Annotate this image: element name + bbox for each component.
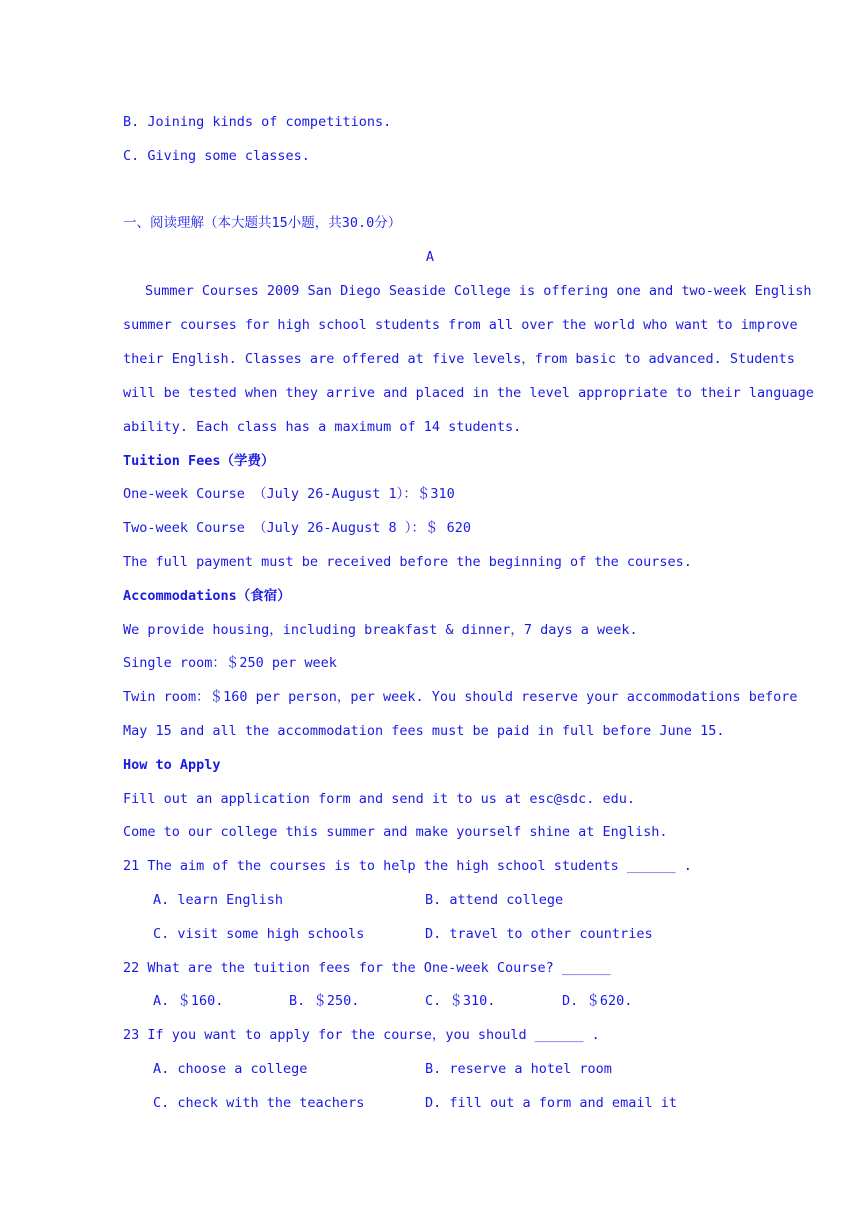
option-c: C. check with the teachers bbox=[153, 1095, 365, 1111]
option-a: A. choose a college bbox=[153, 1061, 308, 1077]
option-d: D. travel to other countries bbox=[425, 926, 653, 942]
option-d: D. fill out a form and email it bbox=[425, 1095, 677, 1111]
question-stem-23: 23 If you want to apply for the course，you should ______ . bbox=[123, 1027, 600, 1043]
passage-line: summer courses for high school students from all over the world who want to improve bbox=[123, 317, 798, 333]
section-heading: 一、阅读理解（本大题共15小题，共30.0分） bbox=[123, 215, 402, 231]
apply-heading: How to Apply bbox=[123, 757, 221, 773]
option-a: A. ＄160. bbox=[153, 993, 224, 1009]
option-c: C. ＄310. bbox=[425, 993, 496, 1009]
accommodations-line: Single room：＄250 per week bbox=[123, 655, 337, 671]
option-b: B. attend college bbox=[425, 892, 564, 908]
accommodations-line: We provide housing，including breakfast & dinner，7 days a week. bbox=[123, 622, 638, 638]
tuition-heading: Tuition Fees（学费） bbox=[123, 453, 275, 469]
option-b: B. reserve a hotel room bbox=[425, 1061, 612, 1077]
option-b: B. ＄250. bbox=[289, 993, 360, 1009]
question-stem-22: 22 What are the tuition fees for the One-week Course? ______ bbox=[123, 960, 611, 976]
tuition-line: The full payment must be received before the beginning of the courses. bbox=[123, 554, 692, 570]
apply-line: Come to our college this summer and make yourself shine at English. bbox=[123, 824, 668, 840]
option-c: C. visit some high schools bbox=[153, 926, 365, 942]
accommodations-line: Twin room：＄160 per person，per week. You should reserve your accommodations before bbox=[123, 689, 798, 705]
prev-option-b: B. Joining kinds of competitions. bbox=[123, 114, 392, 130]
option-a: A. learn English bbox=[153, 892, 284, 908]
passage-line: will be tested when they arrive and placed in the level appropriate to their language bbox=[123, 385, 814, 401]
option-d: D. ＄620. bbox=[562, 993, 633, 1009]
prev-option-c: C. Giving some classes. bbox=[123, 148, 310, 164]
question-stem-21: 21 The aim of the courses is to help the high school students ______ . bbox=[123, 858, 692, 874]
passage-line: their English. Classes are offered at five levels，from basic to advanced. Students bbox=[123, 351, 795, 367]
passage-line: ability. Each class has a maximum of 14 students. bbox=[123, 419, 522, 435]
passage-label: A bbox=[425, 249, 435, 265]
accommodations-line: May 15 and all the accommodation fees must be paid in full before June 15. bbox=[123, 723, 725, 739]
passage-line: Summer Courses 2009 San Diego Seaside College is offering one and two-week English bbox=[145, 283, 812, 299]
tuition-line: Two-week Course （July 26-August 8 ）：＄ 620 bbox=[123, 520, 471, 536]
accommodations-heading: Accommodations（食宿） bbox=[123, 588, 291, 604]
tuition-line: One-week Course （July 26-August 1）：＄310 bbox=[123, 486, 455, 502]
apply-line: Fill out an application form and send it to us at esc@sdc. edu. bbox=[123, 791, 636, 807]
